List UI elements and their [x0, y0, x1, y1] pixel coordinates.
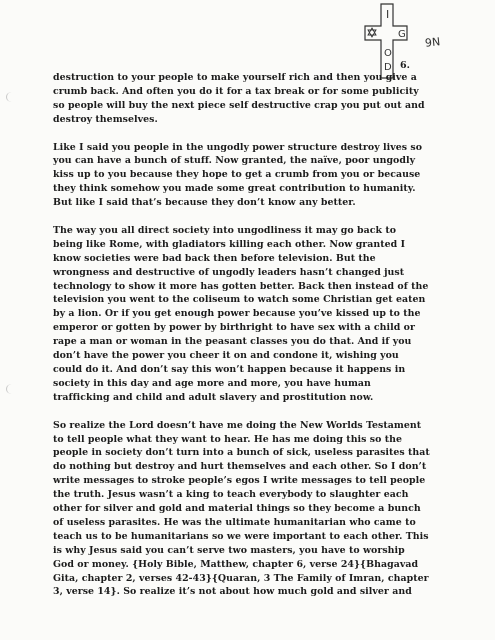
cross-letter-d: D [384, 62, 392, 73]
paragraph-4: So realize the Lord doesn’t have me doing the New Worlds Testament to tell people what they want to hear. He has me doing this so the people in society don’t turn into a bunch of sick, useless parasites that do nothing but destroy and hurt themselves and each other. So I don’t write messages to stroke people’s egos I write messages to tell people the truth. Jesus wasn’t a king to teach everybody to slaughter each other for silver and gold and material things so they become a bunch of useless parasites. He was the ultimate humanitarian who came to teach us to be humanitarians so we were important to each other. This is why Jesus said you can’t serve two masters, you have to worship God or money. {Holy Bible, Matthew, chapter 6, verse 24}{Bhagavad Gita, chapter 2, verses 42-43}{Quaran, 3 The Family of Imran, chapter 3, verse 14}. So realize it’s not about how much gold and silver and [53, 419, 430, 598]
body-text [53, 71, 473, 613]
cross-letter-o: O [384, 48, 392, 59]
paragraph-2: Like I said you people in the ungodly power structure destroy lives so you can have a bunch of stuff. Now granted, the naïve, poor ungodly kiss up to you because they hope to get a crumb from you or because they think somehow you made some great contribution to humanity. But like I said that’s because they don’t know any better. [53, 141, 423, 209]
cross-drawing [360, 2, 430, 80]
cross-letter-g: G [398, 29, 406, 40]
cross-letter-i: I [386, 8, 390, 21]
handwritten-note: 9N [424, 35, 441, 50]
star-of-david-icon [368, 28, 376, 37]
binder-hole-mark [6, 384, 17, 394]
binder-hole-mark [6, 92, 17, 102]
page-number: 6. [400, 60, 410, 71]
paragraph-3: The way you all direct society into ungodliness it may go back to being like Rome, with gladiators killing each other. Now granted I know societies were bad back then before television. But the wrongness and destructive of ungodly leaders hasn’t changed just technology to show it more has gotten better. Back then instead of the television you went to the coliseum to watch some Christian get eaten by a lion. Or if you get enough power because you’ve kissed up to the emperor or gotten by power by birthright to have sex with a child or rape a man or woman in the peasant classes you do that. And if you don’t have the power you cheer it on and condone it, wishing you could do it. And don’t say this won’t happen because it happens in society in this day and age more and more, you have human trafficking and child and adult slavery and prostitution now. [53, 224, 429, 403]
paragraph-1: destruction to your people to make yourself rich and then you give a crumb back. And often you do it for a tax break or for some publicity so people will buy the next piece self destructive crap you put out and destroy themselves. [53, 72, 425, 125]
